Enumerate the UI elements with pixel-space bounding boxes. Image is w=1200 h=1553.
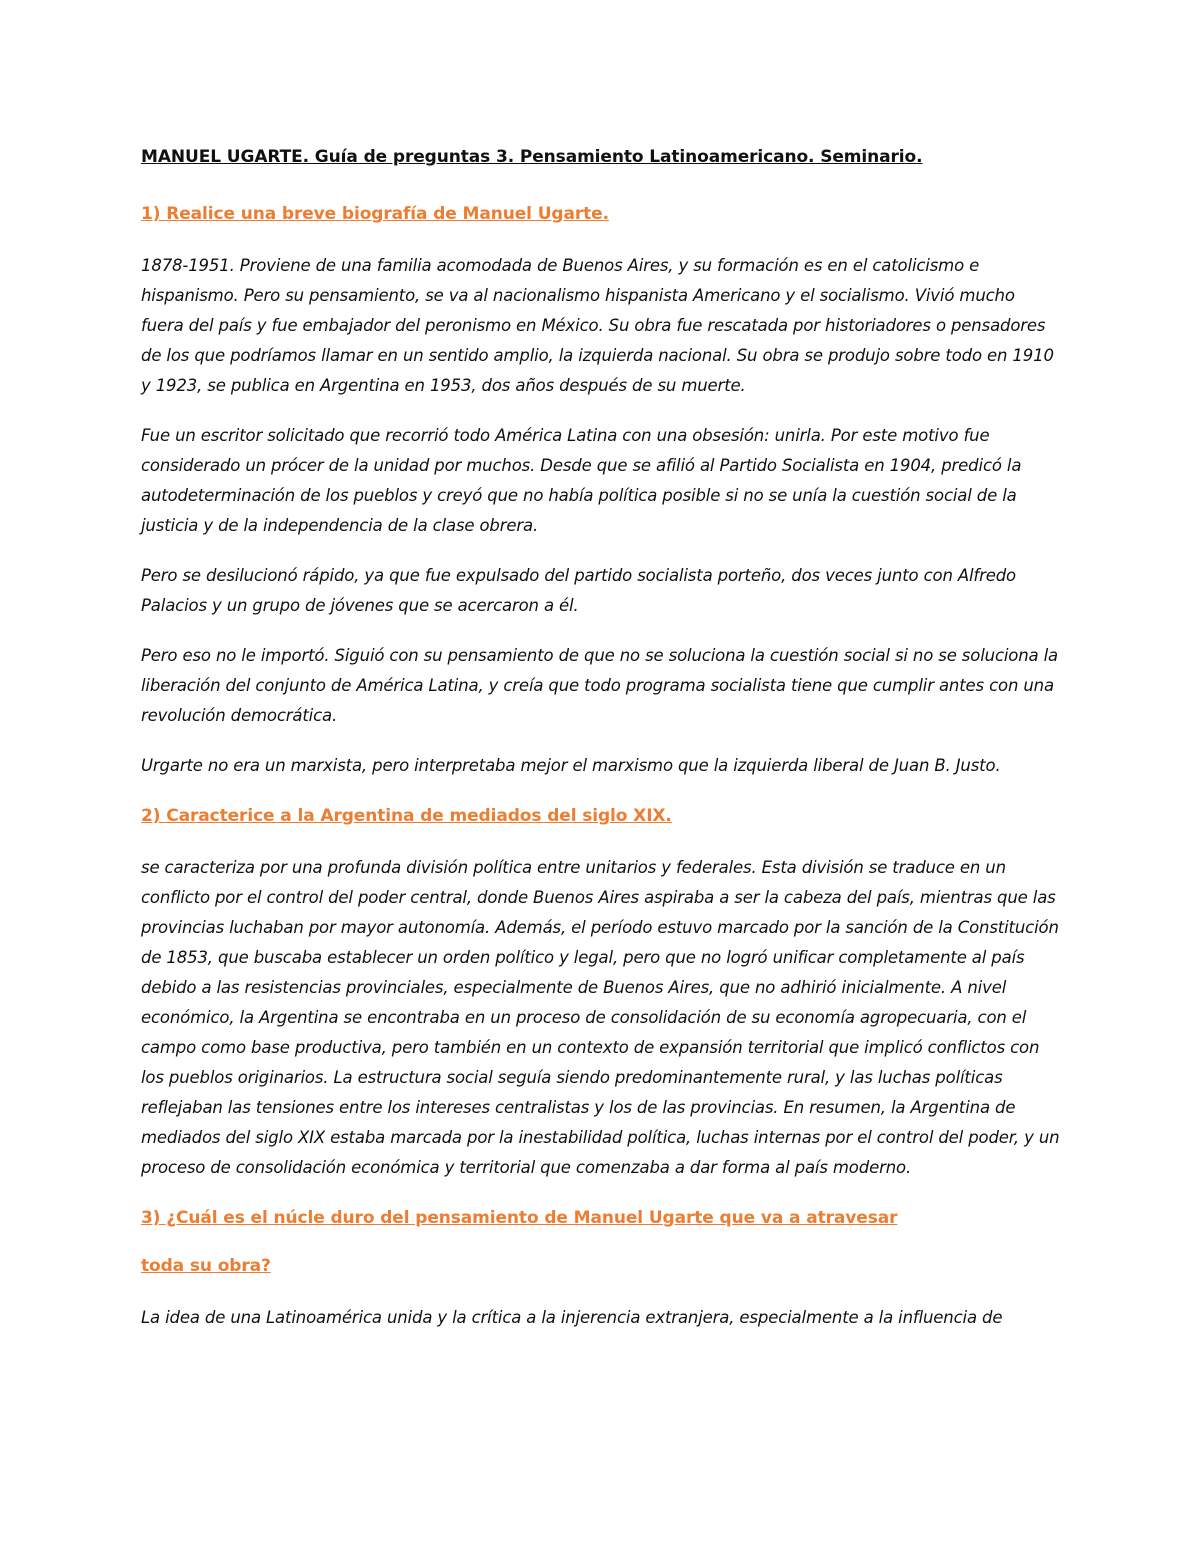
answer-paragraph: Fue un escritor solicitado que recorrió todo América Latina con una obsesión: unirla. Por este motivo fue considerado un prócer de la unidad por muchos. Desde que se afilió al Partido Socialista en 1904, predicó la autodeterminación de los pueblos y creyó que no había política posible si no se unía la cuestión social de la justicia y de la independencia de la clase obrera. (141, 426, 1022, 535)
document-title: MANUEL UGARTE. Guía de preguntas 3. Pensamiento Latinoamericano. Seminario. (141, 147, 923, 167)
question-1: 1) Realice una breve biografía de Manuel Ugarte. (141, 204, 609, 224)
answer-paragraph: Pero se desilucionó rápido, ya que fue expulsado del partido socialista porteño, dos veces junto con Alfredo Palacios y un grupo de jóvenes que se acercaron a él. (141, 566, 1016, 615)
answer-paragraph: 1878-1951. Proviene de una familia acomodada de Buenos Aires, y su formación es en el catolicismo e hispanismo. Pero su pensamiento, se va al nacionalismo hispanista Americano y el socialismo. Vivió mucho fuera del país y fue embajador del peronismo en México. Su obra fue rescatada por historiadores o pensadores de los que podríamos llamar en un sentido amplio, la izquierda nacional. Su obra se produjo sobre todo en 1910 y 1923, se publica en Argentina en 1953, dos años después de su muerte. (141, 256, 1054, 395)
answer-paragraph: La idea de una Latinoamérica unida y la crítica a la injerencia extranjera, especialmente a la influencia de (141, 1308, 1003, 1327)
answer-paragraph: Urgarte no era un marxista, pero interpretaba mejor el marxismo que la izquierda liberal de Juan B. Justo. (141, 756, 1001, 775)
answer-paragraph: se caracteriza por una profunda división política entre unitarios y federales. Esta división se traduce en un conflicto por el control del poder central, donde Buenos Aires aspiraba a ser la cabeza del país, mientras que las provincias luchaban por mayor autonomía. Además, el período estuvo marcado por la sanción de la Constitución de 1853, que buscaba establecer un orden político y legal, pero que no logró unificar completamente al país debido a las resistencias provinciales, especialmente de Buenos Aires, que no adhirió inicialmente. A nivel económico, la Argentina se encontraba en un proceso de consolidación de su economía agropecuaria, con el campo como base productiva, pero también en un contexto de expansión territorial que implicó conflictos con los pueblos originarios. La estructura social seguía siendo predominantemente rural, y las luchas políticas reflejaban las tensiones entre los intereses centralistas y los de las provincias. En resumen, la Argentina de mediados del siglo XIX estaba marcada por la inestabilidad política, luchas internas por el control del poder, y un proceso de consolidación económica y territorial que comenzaba a dar forma al país moderno. (141, 858, 1060, 1177)
answer-paragraph: Pero eso no le importó. Siguió con su pensamiento de que no se soluciona la cuestión social si no se soluciona la liberación del conjunto de América Latina, y creía que todo programa socialista tiene que cumplir antes con una revolución democrática. (141, 646, 1059, 725)
question-3-continuation: toda su obra? (141, 1256, 271, 1276)
question-2: 2) Caracterice a la Argentina de mediados del siglo XIX. (141, 806, 672, 826)
section-3 (141, 1203, 1061, 1333)
question-3: 3) ¿Cuál es el núcle duro del pensamiento de Manuel Ugarte que va a atravesar (141, 1208, 898, 1228)
section-2 (141, 801, 1061, 1183)
document-page (141, 142, 1061, 1353)
section-1 (141, 199, 1061, 781)
